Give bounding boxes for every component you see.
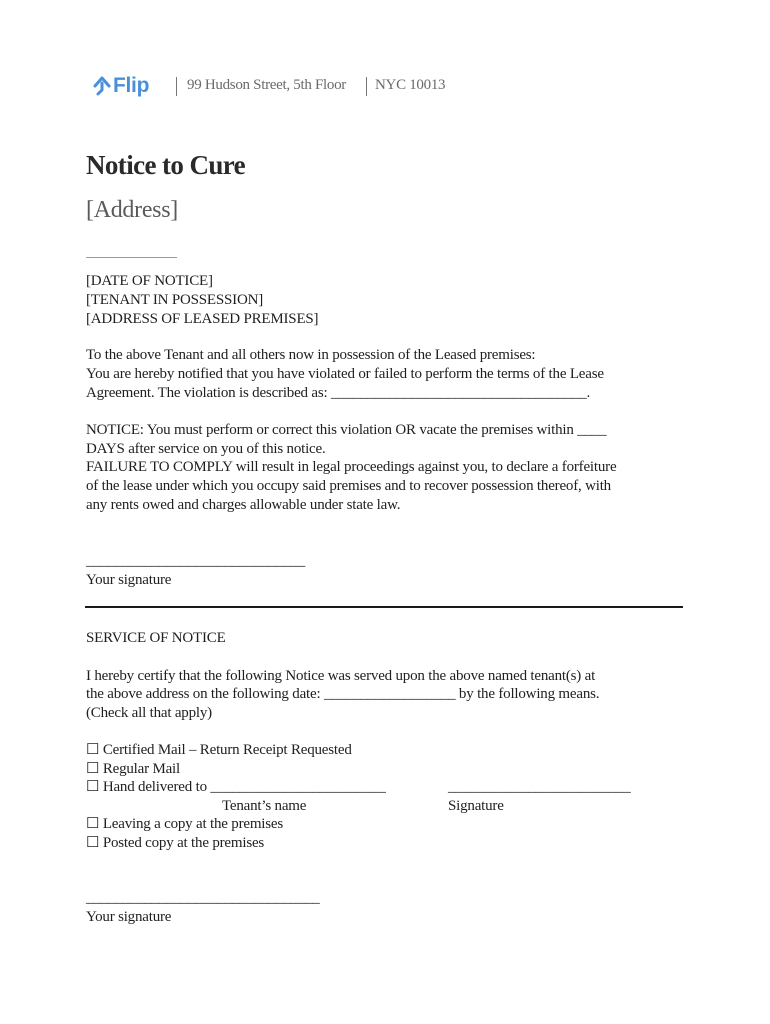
option-leaving-copy xyxy=(86,815,283,834)
option-certified-mail xyxy=(86,741,352,760)
option-label: Certified Mail – Return Receipt Requested xyxy=(102,742,352,758)
checkbox[interactable]: ☐ xyxy=(86,779,100,795)
warning-paragraph-line: FAILURE TO COMPLY will result in legal proceedings against you, to declare a forfeiture xyxy=(86,459,617,475)
warning-paragraph-line: any rents owed and charges allowable under state law. xyxy=(86,497,401,513)
option-regular-mail xyxy=(86,760,180,779)
logo-text: Flip xyxy=(113,74,150,97)
option-label: Posted copy at the premises xyxy=(102,835,265,851)
service-paragraph-line: (Check all that apply) xyxy=(86,705,212,721)
checkbox[interactable]: ☐ xyxy=(86,816,100,832)
option-label: Regular Mail xyxy=(102,761,180,777)
header-divider xyxy=(366,77,367,96)
signature-line: ________________________________ xyxy=(86,890,320,906)
flip-logo xyxy=(92,74,149,98)
checkbox[interactable]: ☐ xyxy=(86,835,100,851)
checkbox[interactable]: ☐ xyxy=(86,742,100,758)
header-divider xyxy=(176,77,177,96)
date-of-notice: [DATE OF NOTICE] xyxy=(86,273,213,289)
flip-arrow-icon xyxy=(92,75,112,97)
page-subtitle: [Address] xyxy=(86,197,178,223)
option-label: Leaving a copy at the premises xyxy=(102,816,283,832)
signature-label: Your signature xyxy=(86,909,172,925)
warning-paragraph-line: DAYS after service on you of this notice. xyxy=(86,441,326,457)
tenant-name-label: Tenant’s name xyxy=(222,798,307,814)
divider xyxy=(86,257,177,258)
option-posted-copy xyxy=(86,834,264,853)
notice-paragraph-line: Agreement. The violation is described as: ___________________________________. xyxy=(86,385,591,401)
hand-signature-line: _________________________ xyxy=(448,779,631,795)
service-heading: SERVICE OF NOTICE xyxy=(86,630,226,646)
warning-paragraph-line: of the lease under which you occupy said premises and to recover possession thereof, with xyxy=(86,478,611,494)
header-address: 99 Hudson Street, 5th Floor xyxy=(187,77,346,93)
leased-premises-address: [ADDRESS OF LEASED PREMISES] xyxy=(86,311,319,327)
warning-paragraph-line: NOTICE: You must perform or correct this violation OR vacate the premises within ____ xyxy=(86,422,607,438)
header-city: NYC 10013 xyxy=(375,77,446,93)
service-paragraph-line: I hereby certify that the following Notice was served upon the above named tenant(s) at xyxy=(86,668,596,684)
section-divider xyxy=(85,606,683,608)
service-paragraph-line: the above address on the following date: __________________ by the following means. xyxy=(86,686,600,702)
option-hand-delivered xyxy=(86,778,386,797)
page-title: Notice to Cure xyxy=(86,150,246,180)
tenant-in-possession: [TENANT IN POSSESSION] xyxy=(86,292,263,308)
signature-label: Your signature xyxy=(86,572,172,588)
checkbox[interactable]: ☐ xyxy=(86,761,100,777)
notice-paragraph-line: To the above Tenant and all others now in possession of the Leased premises: xyxy=(86,347,536,363)
notice-paragraph-line: You are hereby notified that you have violated or failed to perform the terms of the Lease xyxy=(86,366,604,382)
option-label: Hand delivered to ________________________ xyxy=(102,779,386,795)
hand-signature-label: Signature xyxy=(448,798,504,814)
signature-line: ______________________________ xyxy=(86,553,306,569)
